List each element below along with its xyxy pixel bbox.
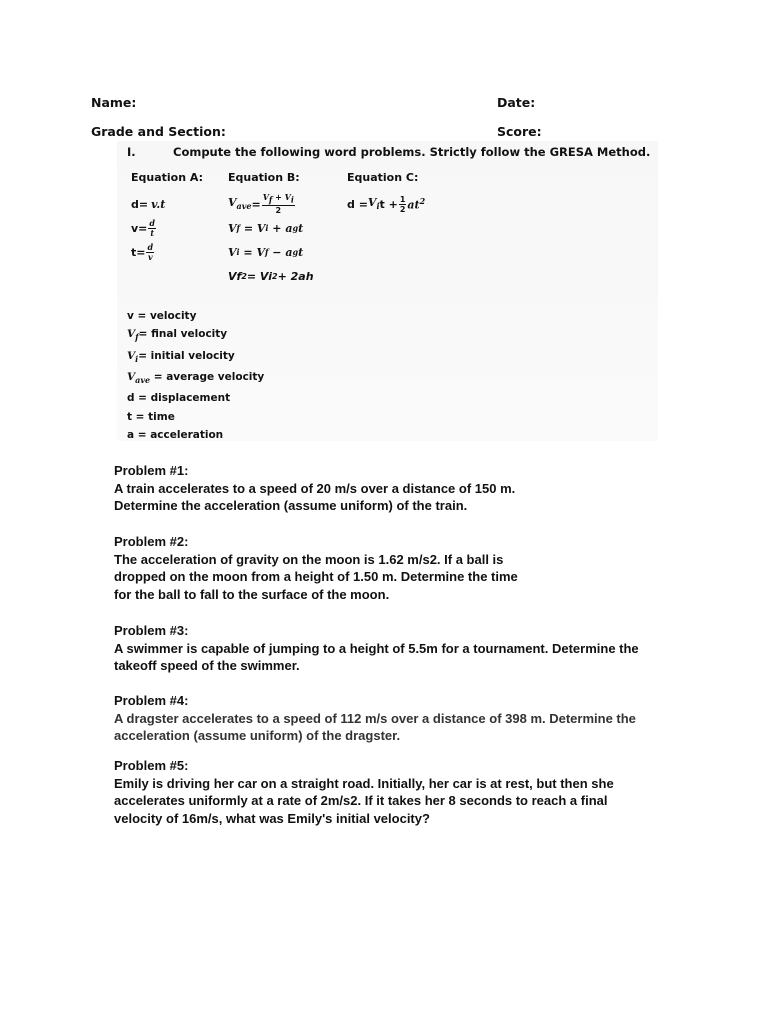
problem-2-title: Problem #2: [114,534,189,549]
problem-1 [114,462,515,515]
equation-a-title: Equation A: [131,171,204,184]
equation-b-squared: Vf 2 = Vi 2 + 2ah [228,269,314,283]
legend-velocity: v = velocity [127,310,197,322]
equation-a-group [131,171,203,264]
equation-c-group [347,171,425,216]
problem-4 [114,692,636,745]
problem-2-body: The acceleration of gravity on the moon is 1.62 m/s2. If a ball is dropped on the moon from a height of 1.50 m. Determine the time for the ball to fall to the surface of the moon. [114,551,518,602]
equation-a-displacement: d= v.t [131,197,166,211]
problem-5-body: Emily is driving her car on a straight road. Initially, her car is at rest, but then she accelerates uniformly at a rate of 2m/s2. If it takes her 8 seconds to reach a final velocity of 16m/s, what was Emily's initial velocity? [114,775,614,826]
legend-average-velocity: $V_{ave}$ = average velocity [127,371,265,386]
problem-4-body: A dragster accelerates to a speed of 112 m/s over a distance of 398 m. Determine the acceleration (assume uniform) of the dragster. [114,710,636,743]
date-label: Date: [497,95,536,110]
problem-5-title: Problem #5: [114,758,189,773]
instruction-text: Compute the following word problems. Strictly follow the GRESA Method. [173,145,651,159]
problem-4-title: Problem #4: [114,693,189,708]
legend-displacement: d = displacement [127,392,231,405]
name-label: Name: [91,95,137,110]
problem-3-title: Problem #3: [114,623,189,638]
legend-initial-velocity: $V_i=$ initial velocity [127,349,235,364]
problem-3 [114,622,639,675]
problem-1-title: Problem #1: [114,463,189,478]
equation-c-title: Equation C: [347,171,419,184]
problem-2 [114,533,518,603]
equation-reference-box [117,141,658,441]
instruction-heading [127,145,650,159]
score-label: Score: [497,124,542,139]
equation-b-initial-velocity: V i = V f − a g t [228,245,304,259]
instruction-number: I. [127,145,136,159]
problem-3-body: A swimmer is capable of jumping to a height of 5.5m for a tournament. Determine the takeoff speed of the swimmer. [114,640,639,673]
legend-acceleration: a = acceleration [127,429,224,442]
legend-final-velocity: $V_f=$ final velocity [127,328,228,343]
problem-1-body: A train accelerates to a speed of 20 m/s over a distance of 150 m. Determine the acceleration (assume uniform) of the train. [114,480,516,513]
equation-b-title: Equation B: [228,171,300,184]
legend-time: t = time [127,410,175,423]
equation-a-time: t= $\frac{d}{v}$ [131,241,154,262]
problem-5 [114,757,614,827]
equation-b-average-velocity: $V_{ave}$ = $\frac{V_f + V_i}{2}$ [228,192,294,215]
equation-c-displacement: d = $V_i$ t + $\frac{1}{2}$ $at^2$ [347,194,426,214]
equation-a-velocity: v= $\frac{d}{t}$ [131,217,155,238]
grade-section-label: Grade and Section: [91,124,226,139]
equation-b-group [228,171,314,288]
equation-b-final-velocity: V f = V i + a g t [228,221,304,235]
variable-legend [127,307,264,444]
